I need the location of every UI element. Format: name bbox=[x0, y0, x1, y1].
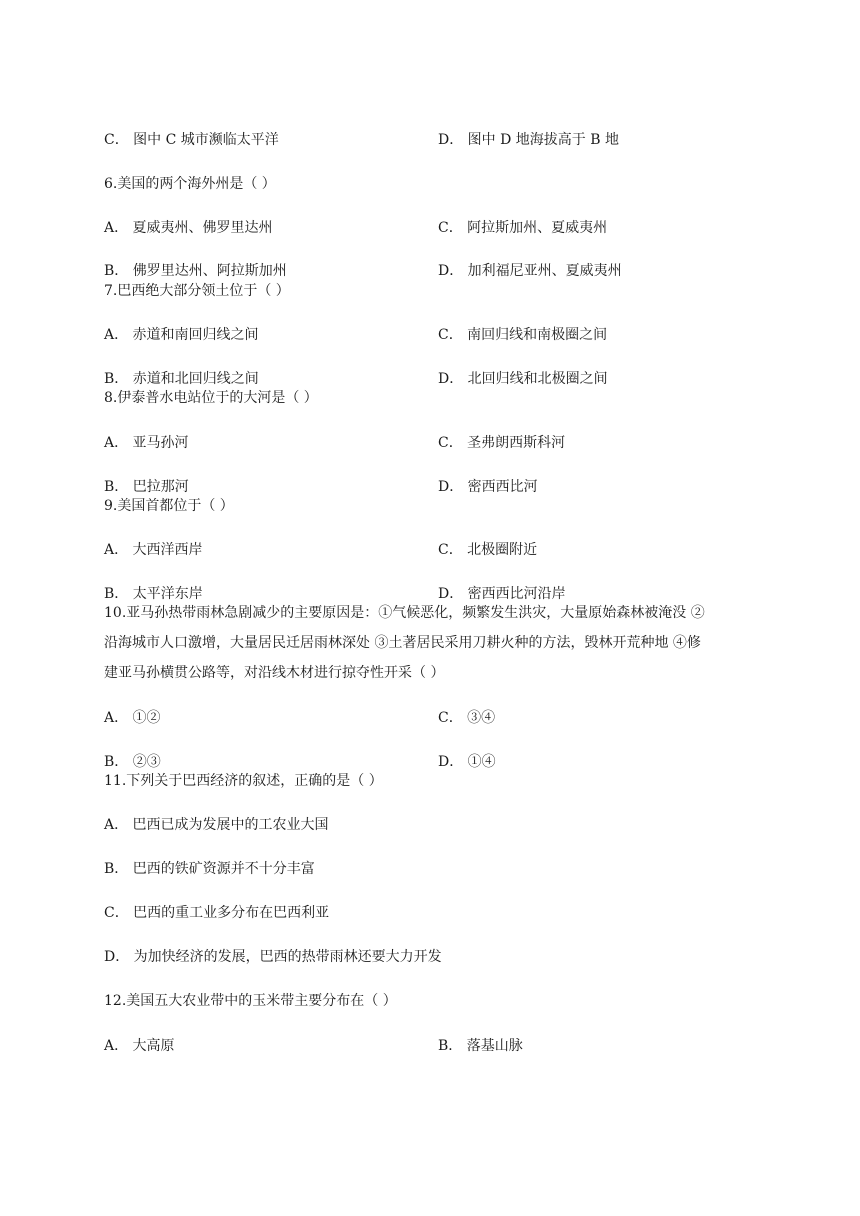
q10-option-d: D． ①④ bbox=[438, 754, 496, 770]
q9-option-a: A． 大西洋西岸 bbox=[104, 542, 203, 558]
q8-option-c: C． 圣弗朗西斯科河 bbox=[438, 435, 566, 451]
q11-stem: 11.下列关于巴西经济的叙述，正确的是（ ） bbox=[104, 773, 383, 789]
q8-stem: 8.伊泰普水电站位于的大河是（ ） bbox=[104, 390, 318, 406]
q12-option-b: B． 落基山脉 bbox=[438, 1038, 523, 1054]
q10-stem-line-3: 建亚马孙横贯公路等，对沿线木材进行掠夺性开采（ ） bbox=[104, 665, 445, 681]
q11-option-b: B． 巴西的铁矿资源并不十分丰富 bbox=[104, 861, 315, 877]
q12-option-a: A． 大高原 bbox=[104, 1038, 175, 1054]
q9-option-b: B． 太平洋东岸 bbox=[104, 586, 203, 602]
q10-option-c: C． ③④ bbox=[438, 710, 496, 726]
q6-stem: 6.美国的两个海外州是（ ） bbox=[104, 176, 276, 192]
q6-option-d: D． 加利福尼亚州、夏威夷州 bbox=[438, 263, 622, 279]
q11-option-a: A． 巴西已成为发展中的工农业大国 bbox=[104, 817, 329, 833]
q10-stem-line-2: 沿海城市人口激增，大量居民迁居雨林深处 ③土著居民采用刀耕火种的方法，毁林开荒种地 ④修 bbox=[104, 635, 701, 651]
q6-option-c: C． 阿拉斯加州、夏威夷州 bbox=[438, 220, 608, 236]
q7-option-a: A． 赤道和南回归线之间 bbox=[104, 327, 259, 343]
q9-option-d: D． 密西西比河沿岸 bbox=[438, 586, 566, 602]
q7-option-b: B． 赤道和北回归线之间 bbox=[104, 371, 259, 387]
q8-option-a: A． 亚马孙河 bbox=[104, 435, 189, 451]
q10-option-a: A． ①② bbox=[104, 710, 161, 726]
q7-option-d: D． 北回归线和北极圈之间 bbox=[438, 371, 608, 387]
q7-option-c: C． 南回归线和南极圈之间 bbox=[438, 327, 608, 343]
q8-option-d: D． 密西西比河 bbox=[438, 479, 538, 495]
q9-stem: 9.美国首都位于（ ） bbox=[104, 498, 234, 514]
q7-stem: 7.巴西绝大部分领土位于（ ） bbox=[104, 283, 290, 299]
q8-option-b: B． 巴拉那河 bbox=[104, 479, 189, 495]
q5-option-c: C． 图中 C 城市濒临太平洋 bbox=[104, 132, 279, 148]
q6-option-a: A． 夏威夷州、佛罗里达州 bbox=[104, 220, 273, 236]
q6-option-b: B． 佛罗里达州、阿拉斯加州 bbox=[104, 263, 287, 279]
q9-option-c: C． 北极圈附近 bbox=[438, 542, 538, 558]
q5-option-d: D． 图中 D 地海拔高于 B 地 bbox=[438, 132, 619, 148]
q10-stem-line-1: 10.亚马孙热带雨林急剧减少的主要原因是：①气候恶化，频繁发生洪灾，大量原始森林被淹没 ② bbox=[104, 605, 705, 621]
q10-option-b: B． ②③ bbox=[104, 754, 161, 770]
q11-option-c: C． 巴西的重工业多分布在巴西利亚 bbox=[104, 905, 330, 921]
q12-stem: 12.美国五大农业带中的玉米带主要分布在（ ） bbox=[104, 993, 397, 1009]
q11-option-d: D． 为加快经济的发展，巴西的热带雨林还要大力开发 bbox=[104, 949, 442, 965]
